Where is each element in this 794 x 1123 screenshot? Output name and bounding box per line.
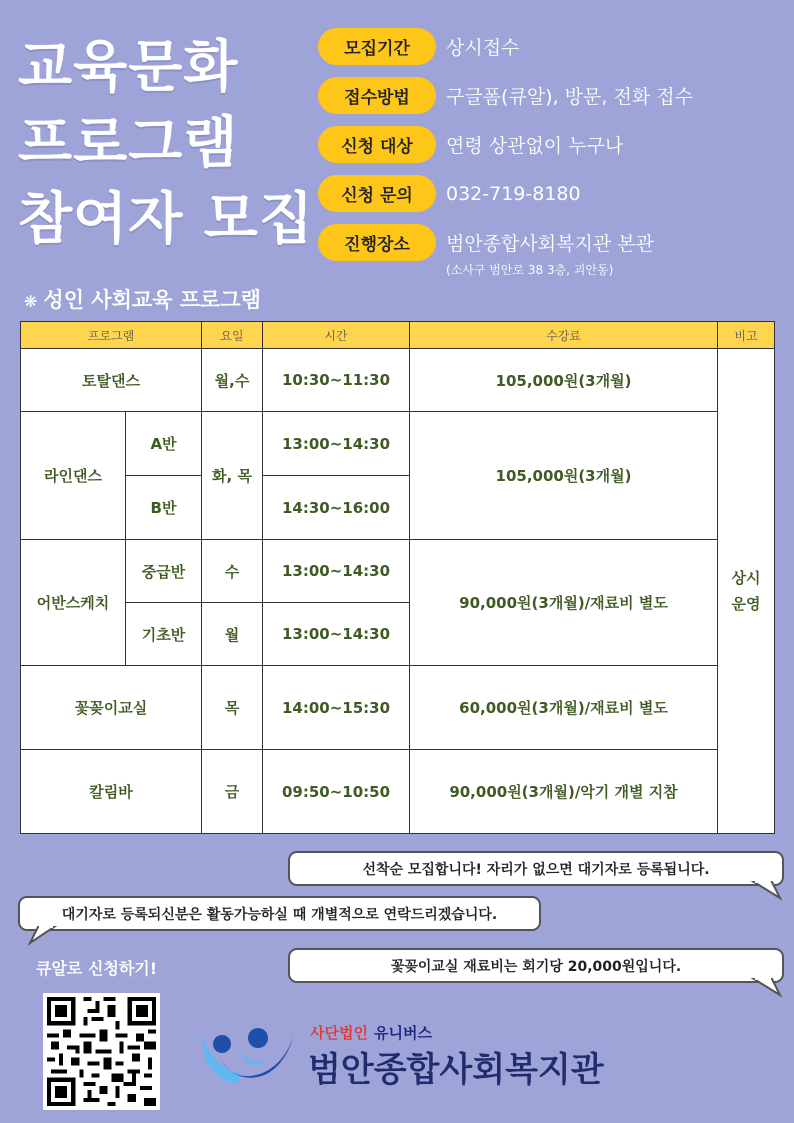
time-cell: 13:00~14:30 <box>263 412 410 476</box>
qr-apply-label: 큐알로 신청하기! <box>36 959 158 978</box>
note-cell: 상시 운영 <box>718 349 775 834</box>
fee-cell: 105,000원(3개월) <box>410 412 718 540</box>
info-label: 접수방법 <box>318 77 436 114</box>
logo-name: 범안종합사회복지관 <box>308 1050 604 1090</box>
header-program: 프로그램 <box>21 322 202 349</box>
info-value: 구글폼(큐알), 방문, 전화 접수 <box>446 86 693 108</box>
header-note: 비고 <box>718 322 775 349</box>
time-cell: 14:30~16:00 <box>263 476 410 540</box>
info-label: 진행장소 <box>318 224 436 261</box>
section-title-text: 성인 사회교육 프로그램 <box>43 288 261 312</box>
time-cell: 09:50~10:50 <box>263 750 410 834</box>
time-cell: 10:30~11:30 <box>263 349 410 412</box>
qr-code[interactable] <box>43 993 160 1110</box>
info-row-period <box>318 28 788 65</box>
bubble-tail <box>28 927 58 945</box>
info-list <box>318 28 788 277</box>
info-row-target <box>318 126 788 163</box>
schedule-table <box>20 321 775 834</box>
program-name: 라인댄스 <box>21 412 126 540</box>
table-row <box>21 540 775 603</box>
day-cell: 목 <box>202 666 263 750</box>
notice-bubble-first: 선착순 모집합니다! 자리가 없으면 대기자로 등록됩니다. <box>288 851 784 886</box>
day-cell: 금 <box>202 750 263 834</box>
title-line-1: 교육문화 <box>18 35 239 100</box>
venue-address: (소사구 범안로 38 3층, 괴안동) <box>446 263 614 277</box>
day-cell: 수 <box>202 540 263 603</box>
title-line-2: 프로그램 <box>18 111 239 176</box>
header-time: 시간 <box>263 322 410 349</box>
info-label: 신청 문의 <box>318 175 436 212</box>
logo-corp-label: 사단법인 <box>310 1024 368 1042</box>
bubble-tail <box>752 882 782 900</box>
header-day: 요일 <box>202 322 263 349</box>
program-name: 꽃꽂이교실 <box>21 666 202 750</box>
class-name: B반 <box>126 476 202 540</box>
time-cell: 14:00~15:30 <box>263 666 410 750</box>
class-name: 기초반 <box>126 603 202 666</box>
fee-cell: 90,000원(3개월)/악기 개별 지참 <box>410 750 718 834</box>
fee-cell: 90,000원(3개월)/재료비 별도 <box>410 540 718 666</box>
class-name: 중급반 <box>126 540 202 603</box>
time-cell: 13:00~14:30 <box>263 540 410 603</box>
notice-bubble-third: 꽃꽂이교실 재료비는 회기당 20,000원입니다. <box>288 948 784 983</box>
welfare-logo-icon <box>198 1022 300 1092</box>
fee-cell: 60,000원(3개월)/재료비 별도 <box>410 666 718 750</box>
poster-title <box>18 30 318 258</box>
table-row <box>21 750 775 834</box>
phone-number[interactable]: 032-719-8180 <box>446 182 581 205</box>
info-label: 신청 대상 <box>318 126 436 163</box>
program-name: 토탈댄스 <box>21 349 202 412</box>
logo-subtitle <box>310 1022 432 1043</box>
day-cell: 월,수 <box>202 349 263 412</box>
info-row-method <box>318 77 788 114</box>
info-row-venue <box>318 224 788 261</box>
info-label: 모집기간 <box>318 28 436 65</box>
day-cell: 화, 목 <box>202 412 263 540</box>
notice-bubble-second: 대기자로 등록되신분은 활동가능하실 때 개별적으로 연락드리겠습니다. <box>18 896 541 931</box>
logo-brand: 유니버스 <box>373 1024 432 1042</box>
fee-cell: 105,000원(3개월) <box>410 349 718 412</box>
info-value: 상시접수 <box>446 37 520 59</box>
title-line-3: 참여자 모집 <box>18 187 314 252</box>
info-value: 범안종합사회복지관 본관 <box>446 233 654 255</box>
class-name: A반 <box>126 412 202 476</box>
bubble-tail <box>752 979 782 997</box>
table-header-row <box>21 322 775 349</box>
flower-icon: ❋ <box>24 292 38 311</box>
info-value: 연령 상관없이 누구나 <box>446 135 624 157</box>
time-cell: 13:00~14:30 <box>263 603 410 666</box>
table-row <box>21 666 775 750</box>
table-row <box>21 412 775 476</box>
info-row-contact <box>318 175 788 212</box>
day-cell: 월 <box>202 603 263 666</box>
section-title <box>24 284 261 314</box>
program-name: 칼림바 <box>21 750 202 834</box>
table-row <box>21 349 775 412</box>
header-fee: 수강료 <box>410 322 718 349</box>
program-name: 어반스케치 <box>21 540 126 666</box>
